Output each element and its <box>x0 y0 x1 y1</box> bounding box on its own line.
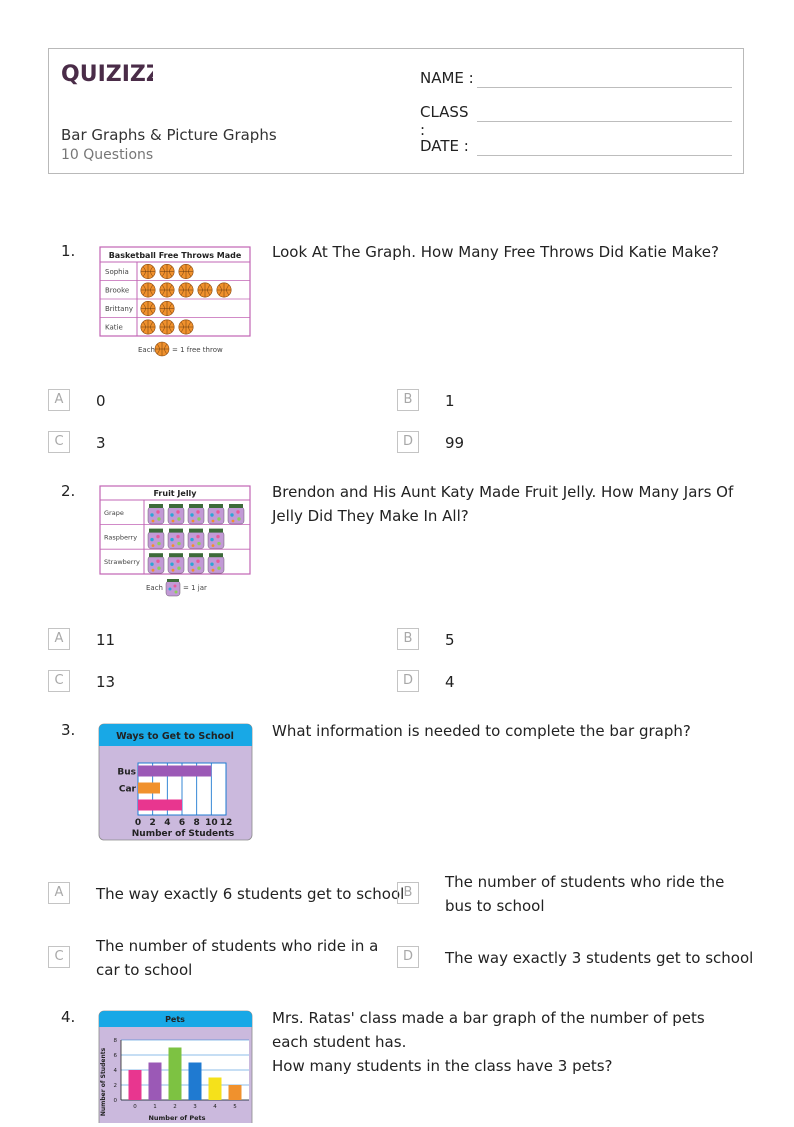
option-text: The number of students who ride the bus to school <box>445 873 725 915</box>
chart-title: Pets <box>165 1015 185 1024</box>
y-tick-label: 4 <box>113 1068 117 1074</box>
option-letter: D <box>397 946 419 968</box>
name-label: NAME : <box>420 69 474 87</box>
key-value: = 1 jar <box>183 584 207 592</box>
jelly-jar-icon <box>188 553 204 573</box>
bar <box>229 1085 242 1100</box>
jelly-jar-icon <box>168 504 184 524</box>
x-tick-label: 8 <box>193 818 200 828</box>
name-field[interactable] <box>420 69 476 87</box>
x-axis-label: Number of Students <box>131 829 235 839</box>
question-number: 2. <box>61 482 76 500</box>
basketball-icon <box>155 342 169 356</box>
question-4-figure <box>97 1010 255 1127</box>
option-text: 11 <box>96 631 116 649</box>
question-text-line: How many students in the class have 3 pets? <box>272 1057 613 1075</box>
pets-bar-graph <box>97 1010 255 1123</box>
basketball-icon <box>141 283 155 297</box>
pictograph-title: Basketball Free Throws Made <box>108 251 242 260</box>
option-text: 0 <box>96 392 106 410</box>
basketball-icon <box>217 283 231 297</box>
y-tick-label: 8 <box>113 1038 117 1044</box>
jelly-jar-icon <box>148 504 164 524</box>
x-tick-label: 10 <box>205 818 218 828</box>
key-label: Each <box>146 584 163 592</box>
bar <box>149 1063 162 1101</box>
jelly-jar-icon <box>208 529 224 549</box>
option-text: 13 <box>96 673 116 691</box>
option-letter: B <box>397 882 419 904</box>
jelly-jar-icon <box>148 553 164 573</box>
x-tick-label: 1 <box>153 1104 157 1110</box>
option-text: 99 <box>445 434 465 452</box>
basketball-icon <box>141 301 155 315</box>
free-throws-pictograph <box>97 246 255 358</box>
basketball-icon <box>198 283 212 297</box>
question-3-figure <box>97 723 255 847</box>
key-label: Each <box>138 346 155 354</box>
row-label: Brittany <box>105 305 133 313</box>
x-tick-label: 3 <box>193 1104 197 1110</box>
name-line[interactable] <box>477 87 732 88</box>
jelly-jar-icon <box>228 504 244 524</box>
bar-label: Bus <box>117 767 136 778</box>
row-label: Katie <box>105 323 123 332</box>
option-text: The way exactly 3 students get to school <box>445 949 754 967</box>
x-tick-label: 2 <box>173 1104 177 1110</box>
basketball-icon <box>141 264 155 278</box>
row-label: Strawberry <box>104 558 140 567</box>
question-2-figure <box>97 485 255 603</box>
fruit-jelly-pictograph <box>97 485 255 599</box>
option-text: The number of students who ride in a car to school <box>96 937 379 979</box>
option-letter: C <box>48 431 70 453</box>
option-letter: B <box>397 628 419 650</box>
key-value: = 1 free throw <box>172 346 223 354</box>
jelly-jar-icon <box>208 504 224 524</box>
worksheet-title: Bar Graphs & Picture Graphs <box>61 126 277 144</box>
basketball-icon <box>179 264 193 278</box>
basketball-icon <box>160 264 174 278</box>
question-text <box>272 1006 742 1078</box>
basketball-icon <box>160 301 174 315</box>
bar <box>189 1063 202 1101</box>
pictograph-title: Fruit Jelly <box>153 489 197 498</box>
bar <box>169 1048 182 1101</box>
option-letter: B <box>397 389 419 411</box>
bar <box>129 1070 142 1100</box>
y-axis-label: Number of Students <box>100 1047 107 1117</box>
option-text: 4 <box>445 673 455 691</box>
option-text: 1 <box>445 392 455 410</box>
x-tick-label: 4 <box>164 818 171 828</box>
jelly-jar-icon <box>188 529 204 549</box>
svg-text:QUIZIZZ: QUIZIZZ <box>61 62 153 87</box>
x-axis-label: Number of Pets <box>148 1114 206 1122</box>
option-text: The way exactly 6 students get to school <box>96 885 405 903</box>
date-field[interactable] <box>420 137 476 155</box>
option-text: 3 <box>96 434 106 452</box>
basketball-icon <box>141 320 155 334</box>
option-text: 5 <box>445 631 455 649</box>
quizizz-logo <box>61 59 153 91</box>
x-tick-label: 0 <box>134 818 142 828</box>
option-letter: A <box>48 628 70 650</box>
x-tick-label: 6 <box>178 818 186 828</box>
x-tick-label: 4 <box>213 1104 217 1110</box>
jelly-jar-icon <box>166 579 180 596</box>
question-text: What information is needed to complete the bar graph? <box>272 722 691 740</box>
question-text: Look At The Graph. How Many Free Throws Did Katie Make? <box>272 243 719 261</box>
basketball-icon <box>179 283 193 297</box>
x-tick-label: 2 <box>149 818 156 828</box>
worksheet-header <box>48 48 744 174</box>
question-text: Brendon and His Aunt Katy Made Fruit Jelly. How Many Jars Of Jelly Did They Make In All? <box>272 483 734 525</box>
option-letter: C <box>48 670 70 692</box>
bar <box>138 766 211 777</box>
basketball-icon <box>160 283 174 297</box>
x-tick-label: 12 <box>219 818 233 828</box>
basketball-icon <box>179 320 193 334</box>
row-label: Raspberry <box>104 533 138 542</box>
row-label: Brooke <box>105 286 130 295</box>
date-line[interactable] <box>477 155 732 156</box>
y-tick-label: 0 <box>113 1098 117 1104</box>
graph-title: Ways to Get to School <box>116 731 234 742</box>
option-letter: C <box>48 946 70 968</box>
class-field[interactable] <box>420 103 476 139</box>
y-tick-label: 2 <box>113 1083 117 1089</box>
x-tick-label: 5 <box>233 1104 237 1110</box>
jelly-jar-icon <box>168 553 184 573</box>
question-1-figure <box>97 246 255 362</box>
jelly-jar-icon <box>188 504 204 524</box>
question-text-line: Mrs. Ratas' class made a bar graph of the number of pets each student has. <box>272 1009 705 1051</box>
jelly-jar-icon <box>208 553 224 573</box>
jelly-jar-icon <box>148 529 164 549</box>
question-number: 1. <box>61 242 76 260</box>
ways-to-school-bar-graph <box>97 723 255 843</box>
bar <box>138 783 160 794</box>
bar <box>138 800 182 811</box>
option-letter: D <box>397 670 419 692</box>
row-label: Sophia <box>105 268 129 276</box>
option-letter: A <box>48 882 70 904</box>
question-count: 10 Questions <box>61 147 154 163</box>
y-tick-label: 6 <box>113 1053 117 1059</box>
option-letter: A <box>48 389 70 411</box>
bar-label: Car <box>118 784 136 795</box>
class-line[interactable] <box>477 121 732 122</box>
question-number: 4. <box>61 1008 76 1026</box>
date-label: DATE : <box>420 137 469 155</box>
question-number: 3. <box>61 721 76 739</box>
basketball-icon <box>160 320 174 334</box>
class-label: CLASS : <box>420 103 469 139</box>
bar <box>209 1078 222 1101</box>
option-letter: D <box>397 431 419 453</box>
jelly-jar-icon <box>168 529 184 549</box>
x-tick-label: 0 <box>133 1104 137 1110</box>
row-label: Grape <box>104 509 124 517</box>
